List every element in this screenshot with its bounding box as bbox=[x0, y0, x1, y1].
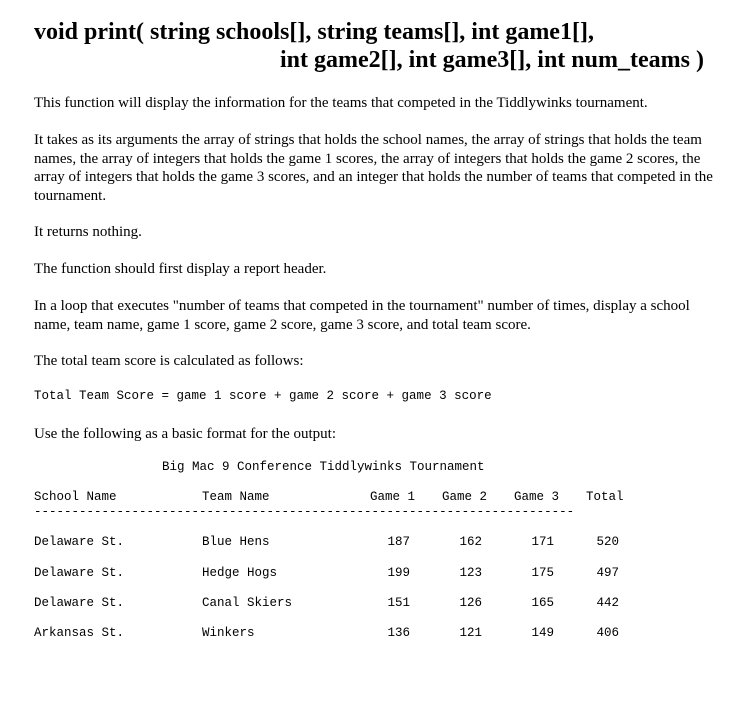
row-total: 497 bbox=[596, 566, 619, 580]
row-game2: 126 bbox=[459, 596, 482, 610]
row-game1: 151 bbox=[387, 596, 410, 610]
report-separator: ------------------------------------------------------------------------ bbox=[34, 505, 575, 519]
returns-paragraph: It returns nothing. bbox=[34, 224, 142, 240]
row-game2: 121 bbox=[459, 626, 482, 640]
row-total: 520 bbox=[596, 535, 619, 549]
loop-paragraph: In a loop that executes "number of teams that competed in the tournament" number of times, display a school name, team name, game 1 score, game 2 score, game 3 score, and total team score. bbox=[34, 298, 690, 333]
row-game3: 175 bbox=[531, 566, 554, 580]
column-header-team: Team Name bbox=[202, 490, 270, 504]
intro-paragraph: This function will display the information for the teams that competed in the Tiddlywinks tournament. bbox=[34, 95, 648, 111]
column-header-game3: Game 3 bbox=[514, 490, 560, 504]
row-school: Arkansas St. bbox=[34, 626, 125, 640]
row-team: Blue Hens bbox=[202, 535, 270, 549]
signature-line-1: void print( string schools[], string teams[], int game1[], bbox=[34, 19, 594, 45]
row-school: Delaware St. bbox=[34, 596, 125, 610]
row-team: Hedge Hogs bbox=[202, 566, 278, 580]
row-game2: 123 bbox=[459, 566, 482, 580]
row-school: Delaware St. bbox=[34, 535, 125, 549]
row-total: 406 bbox=[596, 626, 619, 640]
column-header-game1: Game 1 bbox=[370, 490, 416, 504]
function-signature bbox=[34, 18, 724, 74]
report-title: Big Mac 9 Conference Tiddlywinks Tournament bbox=[162, 460, 485, 474]
format-intro-paragraph: Use the following as a basic format for the output: bbox=[34, 426, 337, 442]
column-header-total: Total bbox=[586, 490, 624, 504]
row-total: 442 bbox=[596, 596, 619, 610]
row-game3: 165 bbox=[531, 596, 554, 610]
row-game1: 199 bbox=[387, 566, 410, 580]
arguments-paragraph: It takes as its arguments the array of strings that holds the school names, the array of strings that holds the team names, the array of integers that holds the game 1 scores, the array of integers that holds the game 2 scores, the array of integers that holds the game 3 scores, and an integer that holds the number of teams that competed in the tournament. bbox=[34, 132, 713, 204]
row-game3: 149 bbox=[531, 626, 554, 640]
header-paragraph: The function should first display a report header. bbox=[34, 261, 327, 277]
column-header-school: School Name bbox=[34, 490, 117, 504]
formula-code: Total Team Score = game 1 score + game 2 score + game 3 score bbox=[34, 389, 492, 403]
row-team: Canal Skiers bbox=[202, 596, 293, 610]
row-game2: 162 bbox=[459, 535, 482, 549]
row-game1: 136 bbox=[387, 626, 410, 640]
signature-line-2: int game2[], int game3[], int num_teams ) bbox=[280, 47, 704, 73]
row-game3: 171 bbox=[531, 535, 554, 549]
total-intro-paragraph: The total team score is calculated as follows: bbox=[34, 353, 304, 369]
row-game1: 187 bbox=[387, 535, 410, 549]
row-school: Delaware St. bbox=[34, 566, 125, 580]
column-header-game2: Game 2 bbox=[442, 490, 488, 504]
row-team: Winkers bbox=[202, 626, 255, 640]
